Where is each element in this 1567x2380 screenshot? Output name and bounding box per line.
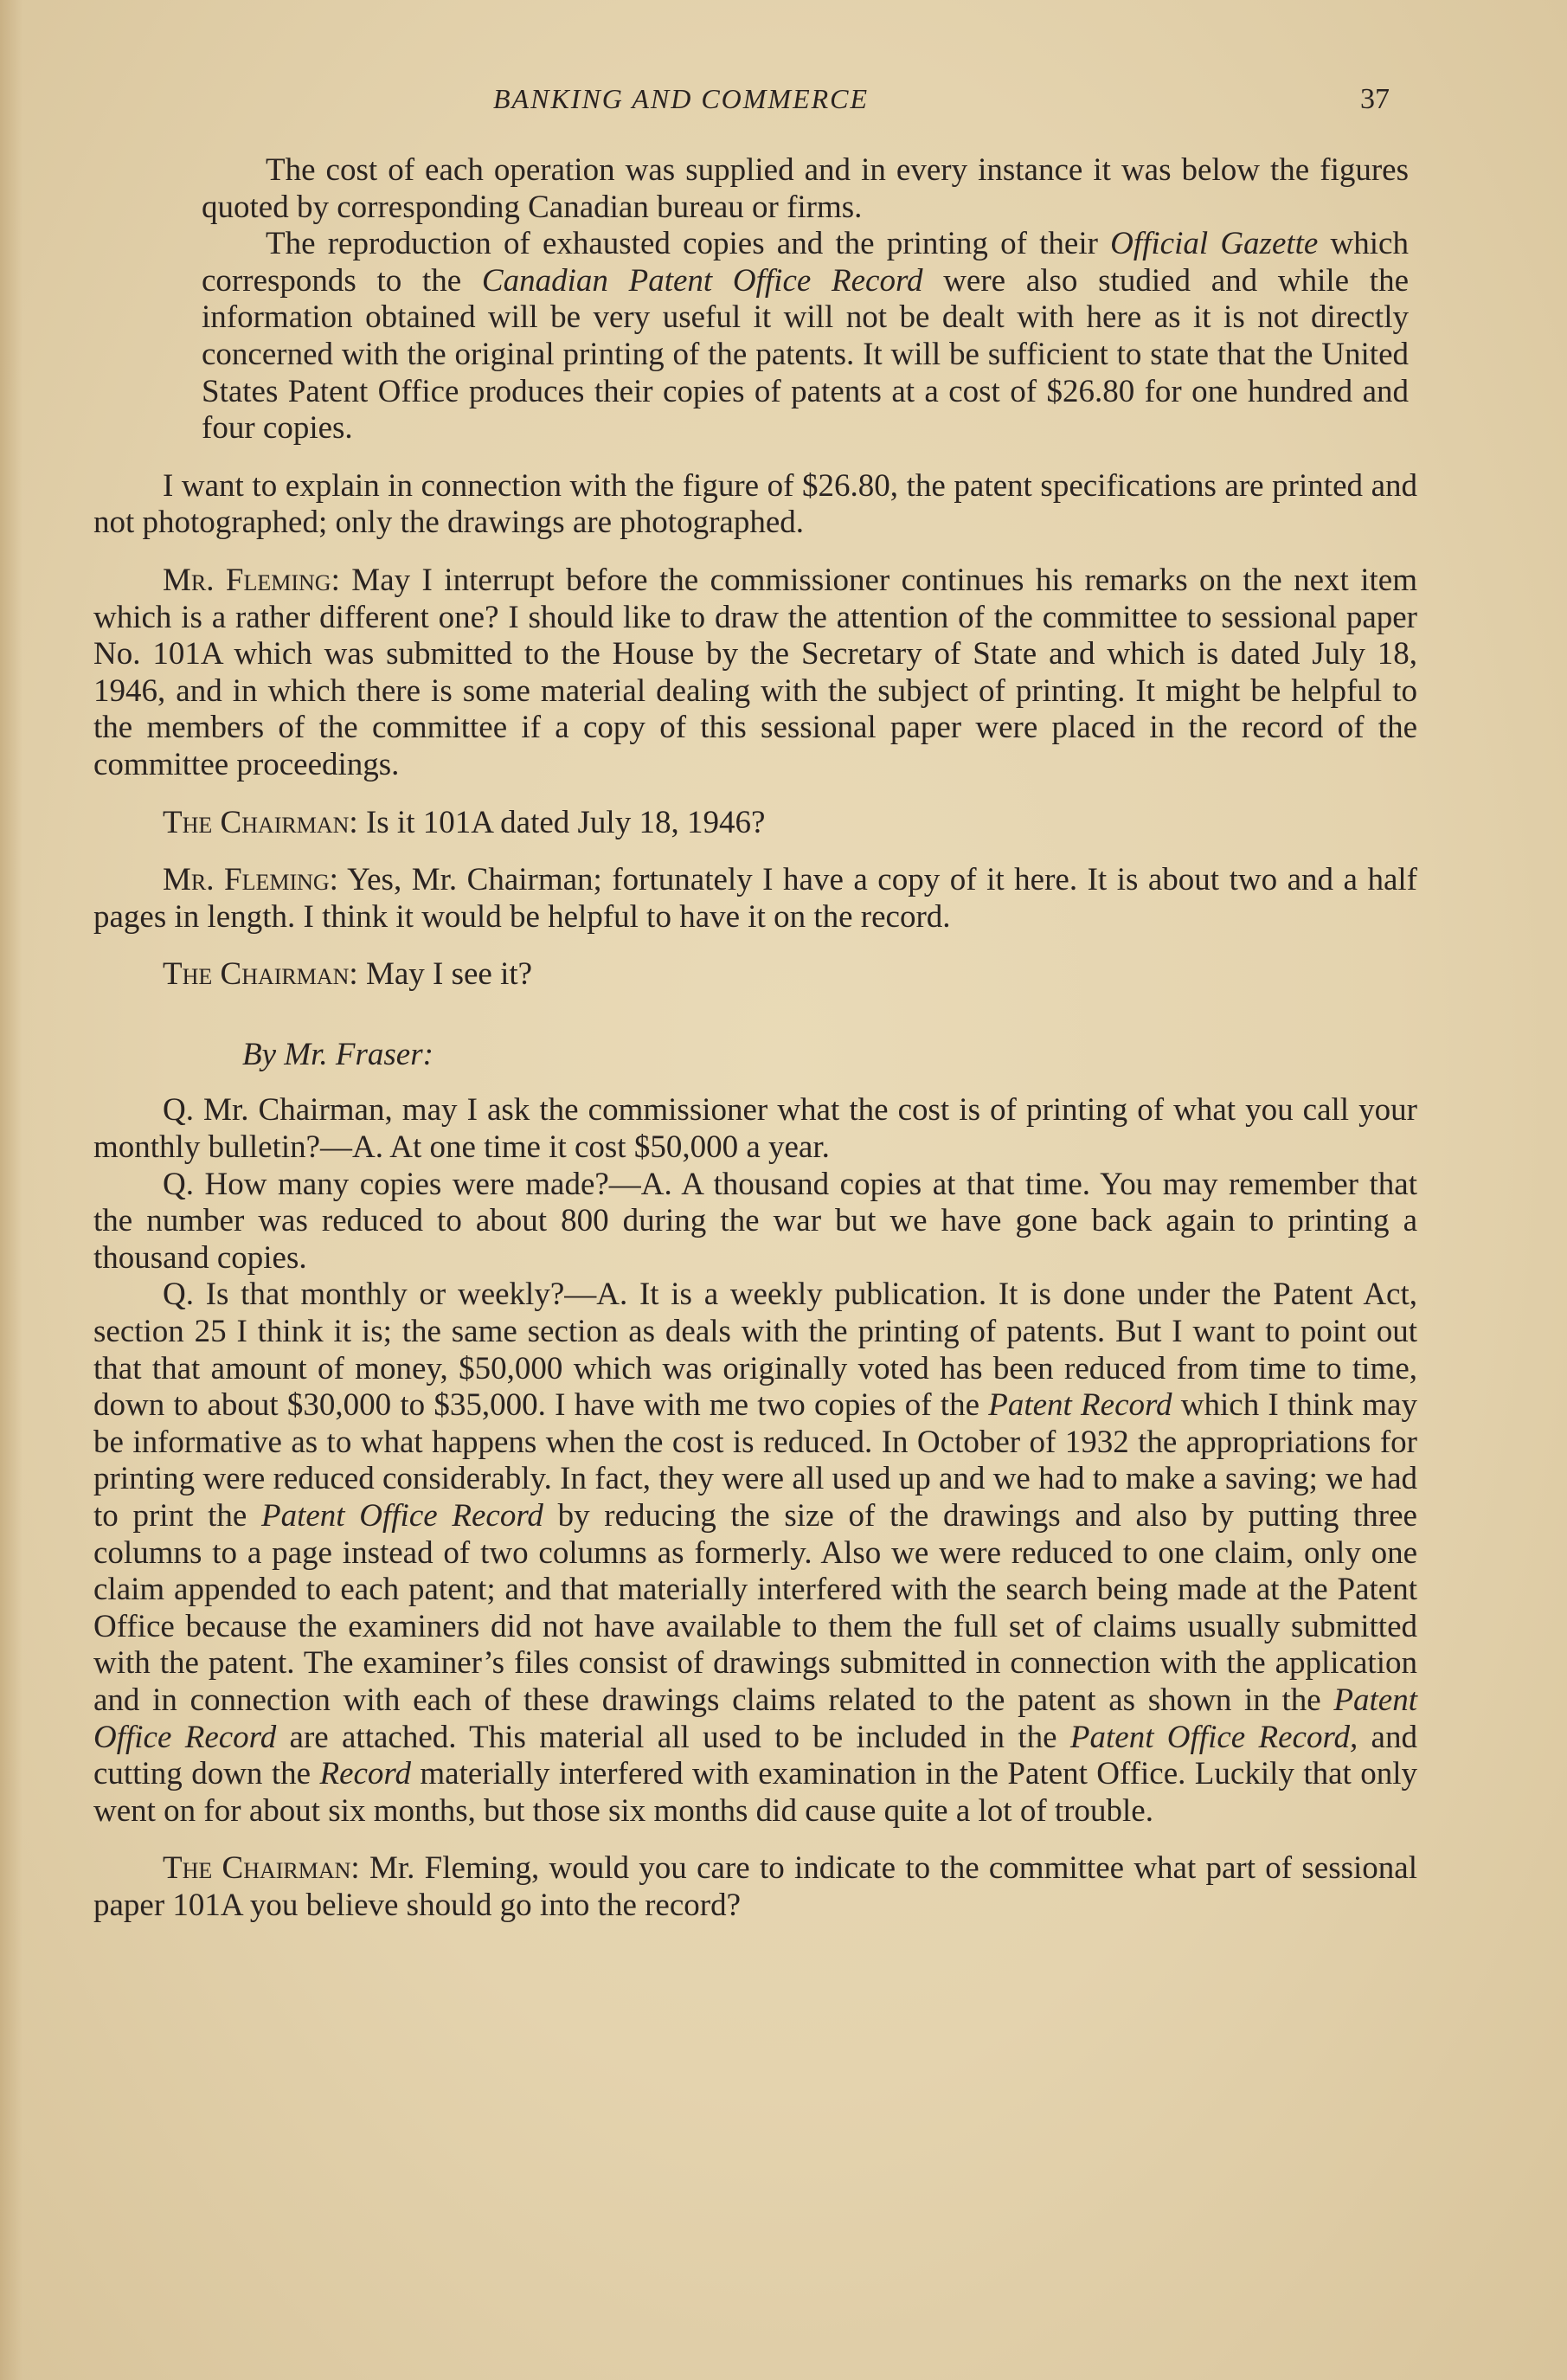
commissioner-explanation: I want to explain in connection with the figure of $26.80, the patent specifications are printed and not photographed; only the drawings are photographed. xyxy=(93,467,1417,541)
qa-text: Q. Is that monthly or weekly?—A. It is a weekly publication. It is done under the Patent Act, section 25 I think it is; the same section as deals with the printing of patents. But I want to point out that that amount of money, $50,000 which was originally voted has been reduced from time to time, down to about $30,000 to $35,000. I have with me two copies of the xyxy=(93,1277,1417,1424)
qa-italic-title: Patent Office Record xyxy=(93,1682,1417,1755)
quote-text: which corresponds to the xyxy=(202,226,1409,299)
speech-text: Mr. Fleming, would you care to indicate to the committee what part of sessional paper 101A you believe should go into the record? xyxy=(93,1850,1417,1923)
chairman-closing-remark xyxy=(93,1850,1417,1924)
qa-text: and cutting down the xyxy=(93,1719,1417,1792)
speaker-name: The Chairman: xyxy=(163,956,358,993)
qa-italic-title: Record xyxy=(319,1756,411,1792)
quote-text: The reproduction of exhausted copies and the printing of their xyxy=(266,226,1111,262)
quote-text: were also studied and while the information obtained will be very useful it will not be dealt with here as it is not directly concerned with the original printing of the patents. It will be sufficient to state that the United States Patent Office produces their copies of patents at a cost of $26.80 for one hundred and four copies. xyxy=(202,262,1409,447)
qa-text: materially interfered with examination in the Patent Office. Luckily that only went on for about six months, but those six months did cause quite a lot of trouble. xyxy=(93,1756,1418,1829)
speaker-name: Mr. Fleming: xyxy=(163,862,338,898)
speech-text: May I see it? xyxy=(357,956,533,993)
quote-italic-title: Official Gazette xyxy=(1110,226,1319,262)
qa-italic-title: Patent Office Record xyxy=(260,1498,543,1534)
qa-italic-title: Patent Record xyxy=(988,1387,1172,1424)
qa-text: by reducing the size of the drawings and also by putting three columns to a page instead of two columns as formerly. Also we were reduced to one claim, only one claim appended to each patent; and that materially interfered with the search being made at the Patent Office because the examiners did not have available to them the full set of claims usually submitted with the patent. The examiner’s files consist of drawings submitted in connection with the application and in connection with each of these drawings claims related to the patent as shown in the xyxy=(93,1498,1417,1718)
quoted-report xyxy=(202,152,1409,447)
fleming-remark-1 xyxy=(93,563,1417,784)
quote-paragraph-1: The cost of each operation was supplied and in every instance it was below the figures quoted by corresponding Canadian bureau or firms. xyxy=(202,152,1409,225)
speech-text: Yes, Mr. Chairman; fortunately I have a copy of it here. It is about two and a half pages in length. I think it would be helpful to have it on the record. xyxy=(93,862,1418,935)
speaker-name: The Chairman: xyxy=(163,804,358,840)
fleming-remark-2 xyxy=(93,862,1417,936)
qa-italic-title: Patent Office Record, xyxy=(1069,1719,1358,1755)
question-answer-1: Q. Mr. Chairman, may I ask the commissioner what the cost is of printing of what you call your monthly bulletin?—A. At one time it cost $50,000 a year. xyxy=(93,1092,1417,1166)
qa-text: are attached. This material all used to be included in the xyxy=(276,1719,1070,1755)
quote-paragraph-2 xyxy=(202,226,1409,447)
page-header xyxy=(0,83,1567,126)
page-number: 37 xyxy=(1360,83,1390,115)
chairman-remark-1 xyxy=(93,805,1417,842)
qa-text: which I think may be informative as to what happens when the cost is reduced. In October of 1932 the appropriations for printing were reduced considerably. In fact, they were all used up and we had to make a saving; we had to print the xyxy=(93,1387,1417,1534)
speech-text: Is it 101A dated July 18, 1946? xyxy=(357,804,766,840)
quote-italic-title: Canadian Patent Office Record xyxy=(481,262,923,299)
examiner-by-line: By Mr. Fraser: xyxy=(242,1036,433,1072)
chairman-remark-2 xyxy=(93,956,1417,994)
question-answer-2: Q. How many copies were made?—A. A thousand copies at that time. You may remember that the number was reduced to about 800 during the war but we have gone back again to printing a thousand copies. xyxy=(93,1166,1417,1276)
page-body xyxy=(93,152,1417,1946)
speaker-name: Mr. Fleming: xyxy=(163,562,340,598)
question-answer-3 xyxy=(93,1277,1417,1830)
running-head: BANKING AND COMMERCE xyxy=(493,83,870,114)
speech-text: May I interrupt before the commissioner continues his remarks on the next item which is a rather different one? I should like to draw the attention of the committee to sessional paper No. 101A which was submitted to the House by the Secretary of State and which is dated July 18, 1946, and in which there is some material dealing with the subject of printing. It might be helpful to the members of the committee if a copy of this sessional paper were placed in the record of the committee proceedings. xyxy=(93,562,1417,782)
speaker-name: The Chairman: xyxy=(163,1850,360,1887)
